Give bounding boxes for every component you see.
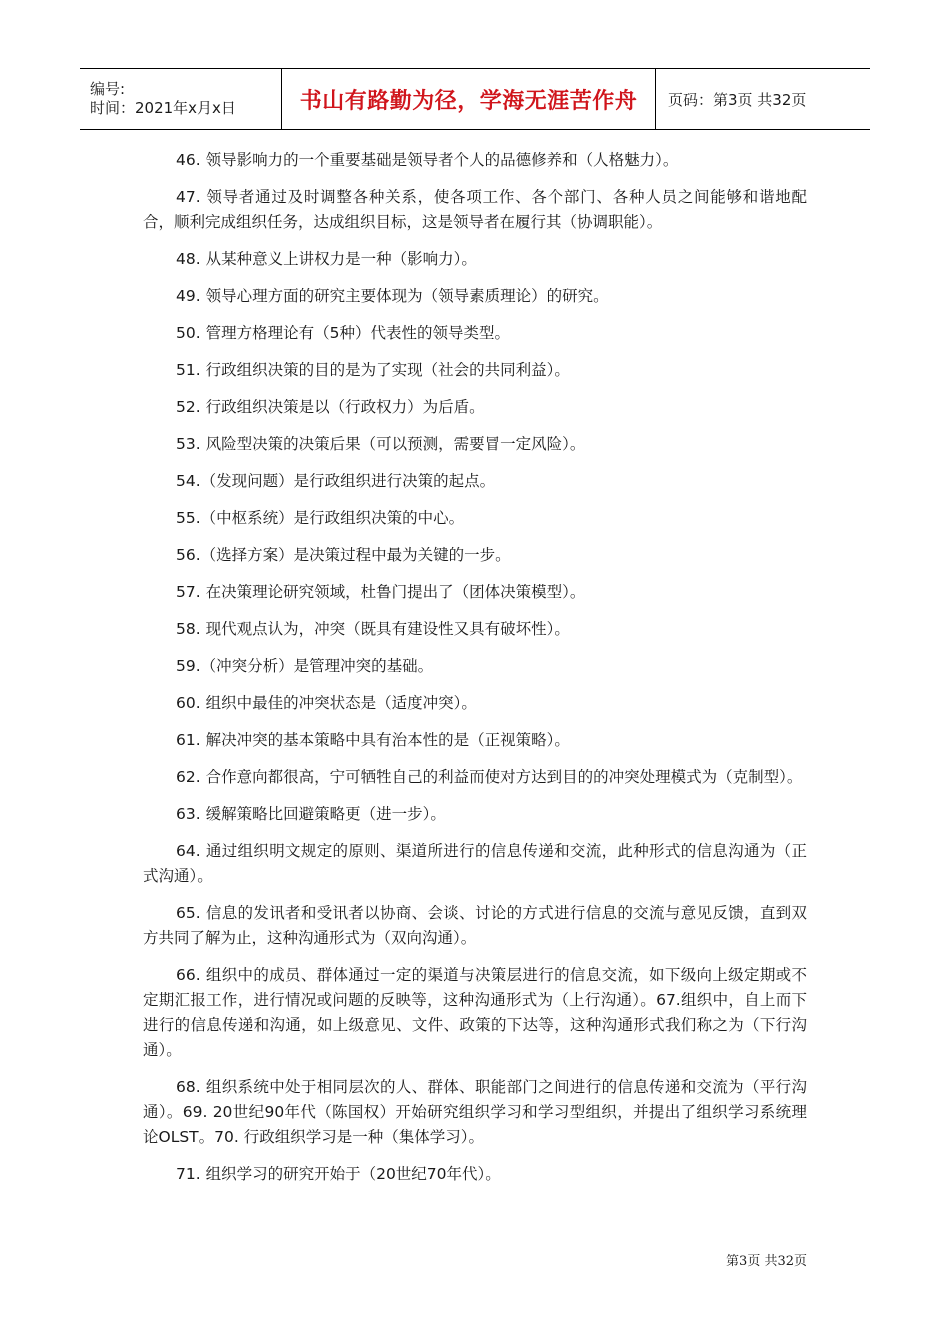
question-item: 68. 组织系统中处于相同层次的人、群体、职能部门之间进行的信息传递和交流为（平行沟通）。69. 20世纪90年代（陈国权）开始研究组织学习和学习型组织，并提出了组织学习系统理论OLST。70. 行政组织学习是一种（集体学习）。 [143, 1078, 807, 1146]
header-motto: 书山有路勤为径，学海无涯苦作舟 [282, 69, 656, 129]
page-header [80, 68, 870, 130]
question-item: 50. 管理方格理论有（5种）代表性的领导类型。 [176, 324, 510, 342]
question-item: 52. 行政组织决策是以（行政权力）为后盾。 [176, 398, 485, 416]
question-item: 71. 组织学习的研究开始于（20世纪70年代）。 [176, 1165, 501, 1183]
question-item: 46. 领导影响力的一个重要基础是领导者个人的品德修养和（人格魅力）。 [176, 151, 679, 169]
page-footer: 第3页 共32页 [726, 1254, 807, 1269]
question-item: 64. 通过组织明文规定的原则、渠道所进行的信息传递和交流，此种形式的信息沟通为（正式沟通）。 [143, 842, 807, 885]
header-meta [80, 69, 282, 129]
question-item: 65. 信息的发讯者和受讯者以协商、会谈、讨论的方式进行信息的交流与意见反馈，直到双方共同了解为止，这种沟通形式为（双向沟通）。 [143, 904, 807, 947]
question-item: 49. 领导心理方面的研究主要体现为（领导素质理论）的研究。 [176, 287, 609, 305]
question-item: 66. 组织中的成员、群体通过一定的渠道与决策层进行的信息交流，如下级向上级定期或不定期汇报工作，进行情况或问题的反映等，这种沟通形式为（上行沟通）。67.组织中，自上而下进行的信息传递和沟通，如上级意见、文件、政策的下达等，这种沟通形式我们称之为（下行沟通）。 [143, 966, 807, 1059]
question-item: 57. 在决策理论研究领域，杜鲁门提出了（团体决策模型）。 [176, 583, 586, 601]
question-item: 61. 解决冲突的基本策略中具有治本性的是（正视策略）。 [176, 731, 570, 749]
question-item: 59.（冲突分析）是管理冲突的基础。 [176, 657, 434, 675]
question-item: 53. 风险型决策的决策后果（可以预测，需要冒一定风险）。 [176, 435, 586, 453]
question-item: 55.（中枢系统）是行政组织决策的中心。 [176, 509, 465, 527]
question-item: 56.（选择方案）是决策过程中最为关键的一步。 [176, 546, 511, 564]
document-body [143, 148, 807, 1199]
serial-label: 编号: [90, 80, 126, 98]
question-item: 51. 行政组织决策的目的是为了实现（社会的共同利益）。 [176, 361, 570, 379]
time-label: 时间：2021年x月x日 [90, 99, 236, 117]
question-item: 54.（发现问题）是行政组织进行决策的起点。 [176, 472, 496, 490]
question-item: 62. 合作意向都很高，宁可牺牲自己的利益而使对方达到目的的冲突处理模式为（克制型）。 [176, 768, 803, 786]
question-item: 63. 缓解策略比回避策略更（进一步）。 [176, 805, 446, 823]
question-item: 60. 组织中最佳的冲突状态是（适度冲突）。 [176, 694, 477, 712]
question-item: 48. 从某种意义上讲权力是一种（影响力）。 [176, 250, 477, 268]
question-item: 47. 领导者通过及时调整各种关系，使各项工作、各个部门、各种人员之间能够和谐地配合，顺利完成组织任务，达成组织目标，这是领导者在履行其（协调职能）。 [143, 188, 807, 231]
question-item: 58. 现代观点认为，冲突（既具有建设性又具有破坏性）。 [176, 620, 570, 638]
header-page-info: 页码：第3页 共32页 [668, 90, 807, 109]
